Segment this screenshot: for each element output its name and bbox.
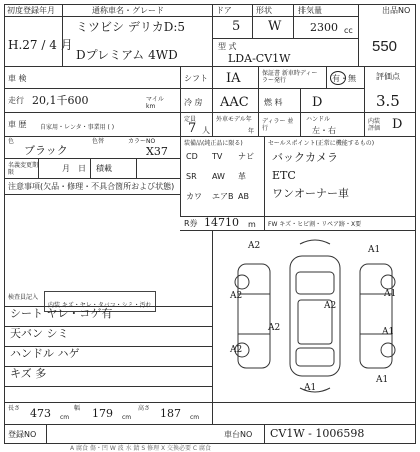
- history-label: 車 歴: [8, 120, 27, 129]
- equipment-item: AW: [212, 172, 225, 181]
- shape-value: W: [268, 19, 282, 34]
- color-no-value: X37: [146, 145, 168, 158]
- name-grade-label: 通称車名・グレード: [92, 6, 164, 15]
- color-genuine-label: 色替: [92, 138, 105, 145]
- model-year-label: 外車モデル年: [216, 116, 252, 123]
- notes-title: 注意事項(欠品・修理・不具合箇所および状態): [8, 182, 175, 191]
- handle-options: 左・右: [312, 126, 336, 135]
- model-year-unit: 年: [248, 128, 255, 135]
- fw-row: FW キズ・ヒビ割・リペア跡・X要: [268, 221, 362, 228]
- equipment-title: 装備品(純正品に限る): [184, 140, 243, 147]
- note-line-4: キズ 多: [10, 367, 47, 380]
- name-change-label: 名義変更期限: [8, 162, 39, 176]
- interior-value: D: [392, 117, 403, 132]
- damage-mark: A1: [368, 245, 381, 255]
- first-reg-label: 初度登録年月: [7, 6, 55, 15]
- damage-mark: A2: [324, 301, 337, 311]
- fuel-value: D: [312, 95, 323, 110]
- fuel-label: 燃 料: [264, 98, 283, 107]
- damage-mark: A2: [230, 345, 243, 355]
- car-name-value: ミツビシ デリカD:5: [76, 20, 185, 34]
- equipment-item: カワ: [186, 192, 202, 201]
- warranty-options: 有・無: [332, 74, 356, 83]
- lot-value: 550: [372, 38, 398, 55]
- warranty-circle: [330, 71, 346, 85]
- damage-mark: A1: [384, 289, 397, 299]
- height-label: 高さ: [138, 405, 151, 412]
- sales-title: セールスポイント(正常に機能するもの): [268, 140, 375, 147]
- door-value: 5: [232, 19, 241, 34]
- length-label: 長さ: [8, 405, 21, 412]
- car-grade-value: Dプレミアム 4WD: [76, 48, 178, 62]
- width-unit: cm: [122, 414, 132, 421]
- shift-label: シフト: [184, 74, 208, 83]
- shaken-label: 車 検: [8, 74, 27, 83]
- capacity-unit: 人: [202, 126, 210, 135]
- warranty-label: 保証書 新車時ディーラー発行: [262, 70, 318, 84]
- shift-value: IA: [226, 71, 241, 86]
- chassis-label: 車台NO: [224, 430, 253, 439]
- pile-label: 積載: [96, 164, 112, 173]
- equipment-item: ナビ: [238, 152, 254, 161]
- r-ticket-unit: m: [248, 220, 256, 229]
- aircon-label: 冷 房: [184, 98, 203, 107]
- displacement-label: 排気量: [298, 6, 322, 15]
- equipment-item: AB: [238, 192, 249, 201]
- note-line-1: シート ヤレ・コゲ有: [10, 307, 113, 320]
- sales-item-2: ETC: [272, 169, 296, 182]
- door-label: ドア: [216, 6, 232, 15]
- length-value: 473: [30, 407, 51, 420]
- r-ticket-label: R券: [184, 219, 198, 228]
- equipment-item: 革: [238, 172, 246, 181]
- height-unit: cm: [190, 414, 200, 421]
- color-no-label: カラーNO: [128, 138, 156, 145]
- note-line-3: ハンドル ハゲ: [10, 347, 80, 360]
- inspector-label: 検査員記入: [8, 294, 39, 301]
- chassis-value: CV1W - 1006598: [270, 427, 365, 440]
- change-month: 月: [62, 164, 70, 173]
- capacity-label: 定員: [184, 116, 197, 123]
- score-value: 3.5: [376, 92, 400, 110]
- car-damage-diagram: [218, 234, 412, 400]
- note-line-2: 天バン シミ: [10, 327, 69, 340]
- model-label: 型 式: [218, 42, 237, 51]
- mileage-value: 20,1千600: [32, 94, 89, 107]
- mileage-unit: マイル km: [146, 96, 164, 110]
- bottom-legend: A 腐食 傷・凹 W 波 水 錆 S 修理 X 交換必要 C 腐食: [70, 445, 212, 452]
- width-value: 179: [92, 407, 113, 420]
- length-unit: cm: [60, 414, 70, 421]
- damage-mark: A2: [230, 291, 243, 301]
- damage-mark: A1: [304, 383, 317, 393]
- history-options: 自家用・レンタ・事業用 ( ): [40, 124, 115, 131]
- handle-label: ハンドル: [306, 116, 331, 123]
- equipment-item: CD: [186, 152, 198, 161]
- equipment-item: SR: [186, 172, 197, 181]
- reg-no-label: 登録NO: [8, 430, 37, 439]
- equipment-item: エアB: [212, 192, 234, 201]
- capacity-value: 7: [188, 121, 197, 136]
- equipment-item: TV: [212, 152, 223, 161]
- interior-items: 内装 キズ・ヤレ・タバコ・シミ・汚れ: [44, 291, 156, 312]
- r-ticket-value: 14710: [204, 216, 239, 229]
- dealer-label: ディラー 並行: [262, 118, 294, 132]
- lot-label: 出品NO: [382, 6, 411, 15]
- displacement-value: 2300: [310, 21, 338, 34]
- damage-mark: A1: [376, 375, 389, 385]
- damage-mark: A1: [382, 327, 395, 337]
- aircon-value: AAC: [220, 95, 249, 110]
- interior-label: 内装 評価: [368, 118, 381, 132]
- displacement-unit: cc: [344, 26, 353, 35]
- first-reg-value: H.27 / 4 月: [8, 38, 73, 52]
- width-label: 幅: [74, 405, 81, 412]
- model-value: LDA-CV1W: [228, 52, 291, 65]
- sales-item-3: ワンオーナー車: [272, 187, 349, 200]
- mileage-label: 走行: [8, 96, 24, 105]
- score-label: 評価点: [376, 72, 400, 81]
- color-value: ブラック: [24, 144, 68, 157]
- damage-mark: A2: [268, 323, 281, 333]
- sales-item-1: バックカメラ: [272, 151, 338, 164]
- color-outer-label: 色: [8, 138, 15, 145]
- shape-label: 形状: [256, 6, 272, 15]
- change-day: 日: [78, 164, 86, 173]
- height-value: 187: [160, 407, 181, 420]
- damage-mark: A2: [248, 241, 261, 251]
